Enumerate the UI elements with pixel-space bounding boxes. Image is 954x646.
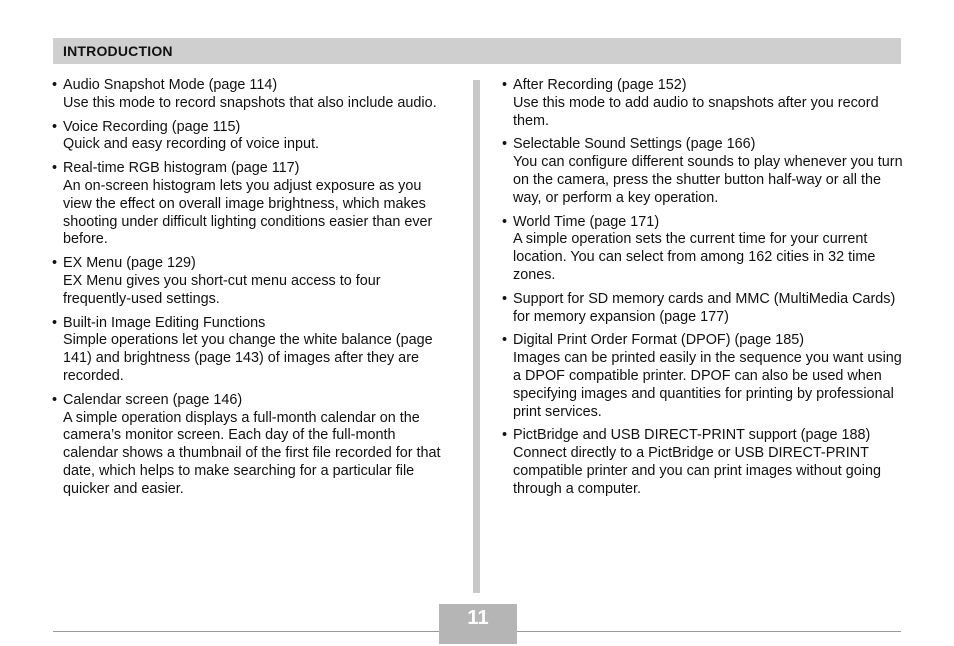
right-column (502, 77, 904, 505)
bullet-icon: • (52, 391, 58, 408)
item-description: You can configure different sounds to play whenever you turn on the camera, press the shutter button half-way or all the way, or perform a key operation. (513, 154, 903, 206)
item-description: Connect directly to a PictBridge or USB DIRECT-PRINT compatible printer and you can print images without going through a computer. (513, 445, 881, 497)
item-title: Selectable Sound Settings (page 166) (513, 136, 756, 153)
section-header (53, 38, 901, 64)
list-item (502, 332, 904, 421)
bullet-icon: • (502, 136, 508, 153)
item-title: Built-in Image Editing Functions (63, 314, 266, 331)
list-item (52, 392, 452, 499)
bullet-icon: • (502, 290, 508, 307)
column-divider (473, 80, 480, 593)
item-description: Quick and easy recording of voice input. (63, 136, 319, 153)
list-item (52, 77, 452, 113)
bullet-icon: • (52, 77, 58, 93)
bullet-icon: • (52, 118, 58, 135)
page-number-badge (439, 604, 517, 644)
bullet-icon: • (502, 213, 508, 230)
left-column (52, 77, 452, 505)
list-item (502, 427, 904, 498)
list-item (52, 255, 452, 308)
item-title: Support for SD memory cards and MMC (MultiMedia Cards) for memory expansion (page 177) (513, 290, 896, 325)
bullet-icon: • (502, 427, 508, 444)
item-description: A simple operation displays a full-month calendar on the camera’s monitor screen. Each day of the full-month calendar shows a thumbnail of the first file recorded for that date, which helps to make searching for a particular file quicker and easier. (63, 409, 441, 497)
item-description: An on-screen histogram lets you adjust exposure as you view the effect on overall image brightness, which makes shooting under difficult lighting conditions easier than ever before. (63, 177, 433, 248)
item-description: Images can be printed easily in the sequence you want using a DPOF compatible printer. DPOF can also be used when specifying images and quantities for printing by professional print services. (513, 350, 902, 420)
bullet-icon: • (52, 314, 58, 331)
list-item (52, 160, 452, 249)
bullet-icon: • (52, 160, 58, 177)
item-title: EX Menu (page 129) (63, 255, 196, 272)
list-item (502, 214, 904, 285)
item-title: PictBridge and USB DIRECT-PRINT support (page 188) (513, 427, 871, 444)
list-item (502, 291, 904, 327)
bullet-icon: • (502, 77, 508, 93)
list-item (502, 77, 904, 130)
bullet-icon: • (502, 332, 508, 349)
item-title: After Recording (page 152) (513, 77, 687, 93)
page-number: 11 (467, 607, 489, 629)
item-title: Real-time RGB histogram (page 117) (63, 160, 300, 177)
item-title: Voice Recording (page 115) (63, 118, 241, 135)
item-description: Use this mode to add audio to snapshots after you record them. (513, 94, 879, 129)
section-title: INTRODUCTION (63, 43, 173, 59)
item-title: Digital Print Order Format (DPOF) (page 185) (513, 332, 805, 349)
list-item (52, 315, 452, 386)
item-title: Calendar screen (page 146) (63, 391, 243, 408)
item-description: Simple operations let you change the white balance (page 141) and brightness (page 143) of images after they are recorded. (63, 332, 433, 384)
list-item (52, 119, 452, 155)
item-description: EX Menu gives you short-cut menu access to four frequently-used settings. (63, 272, 381, 307)
item-description: Use this mode to record snapshots that also include audio. (63, 94, 437, 111)
item-description: A simple operation sets the current time for your current location. You can select from among 162 cities in 32 time zones. (513, 231, 876, 283)
item-title: World Time (page 171) (513, 213, 660, 230)
list-item (502, 136, 904, 207)
bullet-icon: • (52, 255, 58, 272)
item-title: Audio Snapshot Mode (page 114) (63, 77, 278, 93)
